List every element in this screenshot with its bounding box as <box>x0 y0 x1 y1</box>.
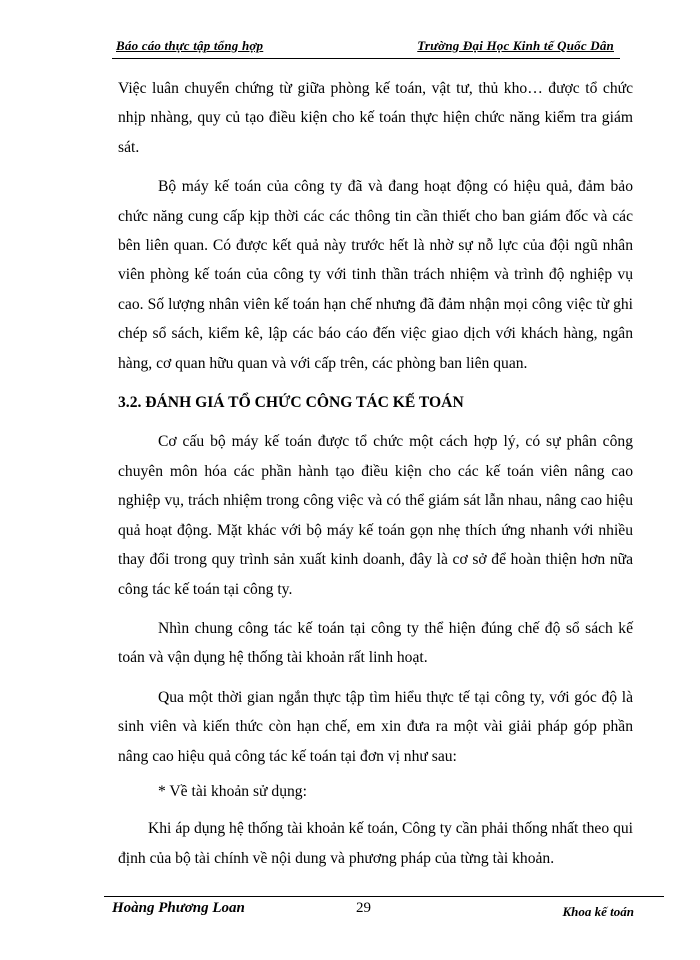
paragraph-accounts-used: * Về tài khoản sử dụng: <box>158 782 307 800</box>
header-rule <box>112 58 620 59</box>
paragraph-internship: Qua một thời gian ngắn thực tập tìm hiểu thực tế tại công ty, với góc độ là sinh viên và kiến thức còn hạn chế, em xin đưa ra một vài giải pháp góp phần nâng cao hiệu quả công tác kế toán tại đơn vị như sau: <box>118 688 633 765</box>
header-report-title: Báo cáo thực tập tổng hợp <box>116 38 264 53</box>
document-body <box>118 74 633 873</box>
paragraph-document-transfer: Việc luân chuyển chứng từ giữa phòng kế toán, vật tư, thủ kho… được tổ chức nhịp nhàng, quy củ tạo điều kiện cho kế toán thực hiện chức năng kiểm tra giám sát. <box>118 80 633 156</box>
page-number: 29 <box>356 900 371 916</box>
header-university: Trường Đại Học Kinh tế Quốc Dân <box>417 38 614 53</box>
paragraph-account-system: Khi áp dụng hệ thống tài khoản kế toán, Công ty cần phải thống nhất theo qui định của bộ tài chính về nội dung và phương pháp của từng tài khoản. <box>118 820 633 867</box>
page-header <box>112 38 620 62</box>
paragraph-overview: Nhìn chung công tác kế toán tại công ty thể hiện đúng chế độ sổ sách kế toán và vận dụng hệ thống tài khoản rất linh hoạt. <box>118 619 633 667</box>
footer-author: Hoàng Phương Loan <box>112 900 245 916</box>
section-heading: 3.2. ĐÁNH GIÁ TỔ CHỨC CÔNG TÁC KẾ TOÁN <box>118 394 464 412</box>
footer-department: Khoa kế toán <box>562 904 634 919</box>
footer-rule <box>104 896 664 897</box>
paragraph-structure: Cơ cấu bộ máy kế toán được tổ chức một cách hợp lý, có sự phân công chuyên môn hóa các phần hành tạo điều kiện cho các kế toán viên nâng cao nghiệp vụ, trách nhiệm trong công việc và có thể giám sát lẫn nhau, nâng cao hiệu quả hoạt động. Mặt khác với bộ máy kế toán gọn nhẹ thích ứng nhanh với nhiều thay đổi trong quy trình sản xuất kinh doanh, đây là cơ sở để hoàn thiện hơn nữa công tác kế toán tại công ty. <box>118 433 633 598</box>
page-footer <box>104 896 664 926</box>
paragraph-accounting-apparatus: Bộ máy kế toán của công ty đã và đang hoạt động có hiệu quả, đảm bảo chức năng cung cấp kịp thời các các thông tin cần thiết cho ban giám đốc và các bên liên quan. Có được kết quả này trước hết là nhờ sự nỗ lực của đội ngũ nhân viên phòng kế toán của công ty với tinh thần trách nhiệm và trình độ nghiệp vụ cao. Số lượng nhân viên kế toán hạn chế nhưng đã đảm nhận mọi công việc từ ghi chép sổ sách, kiểm kê, lập các báo cáo đến việc giao dịch với khách hàng, ngân hàng, cơ quan hữu quan và với cấp trên, các phòng ban liên quan. <box>118 178 633 372</box>
